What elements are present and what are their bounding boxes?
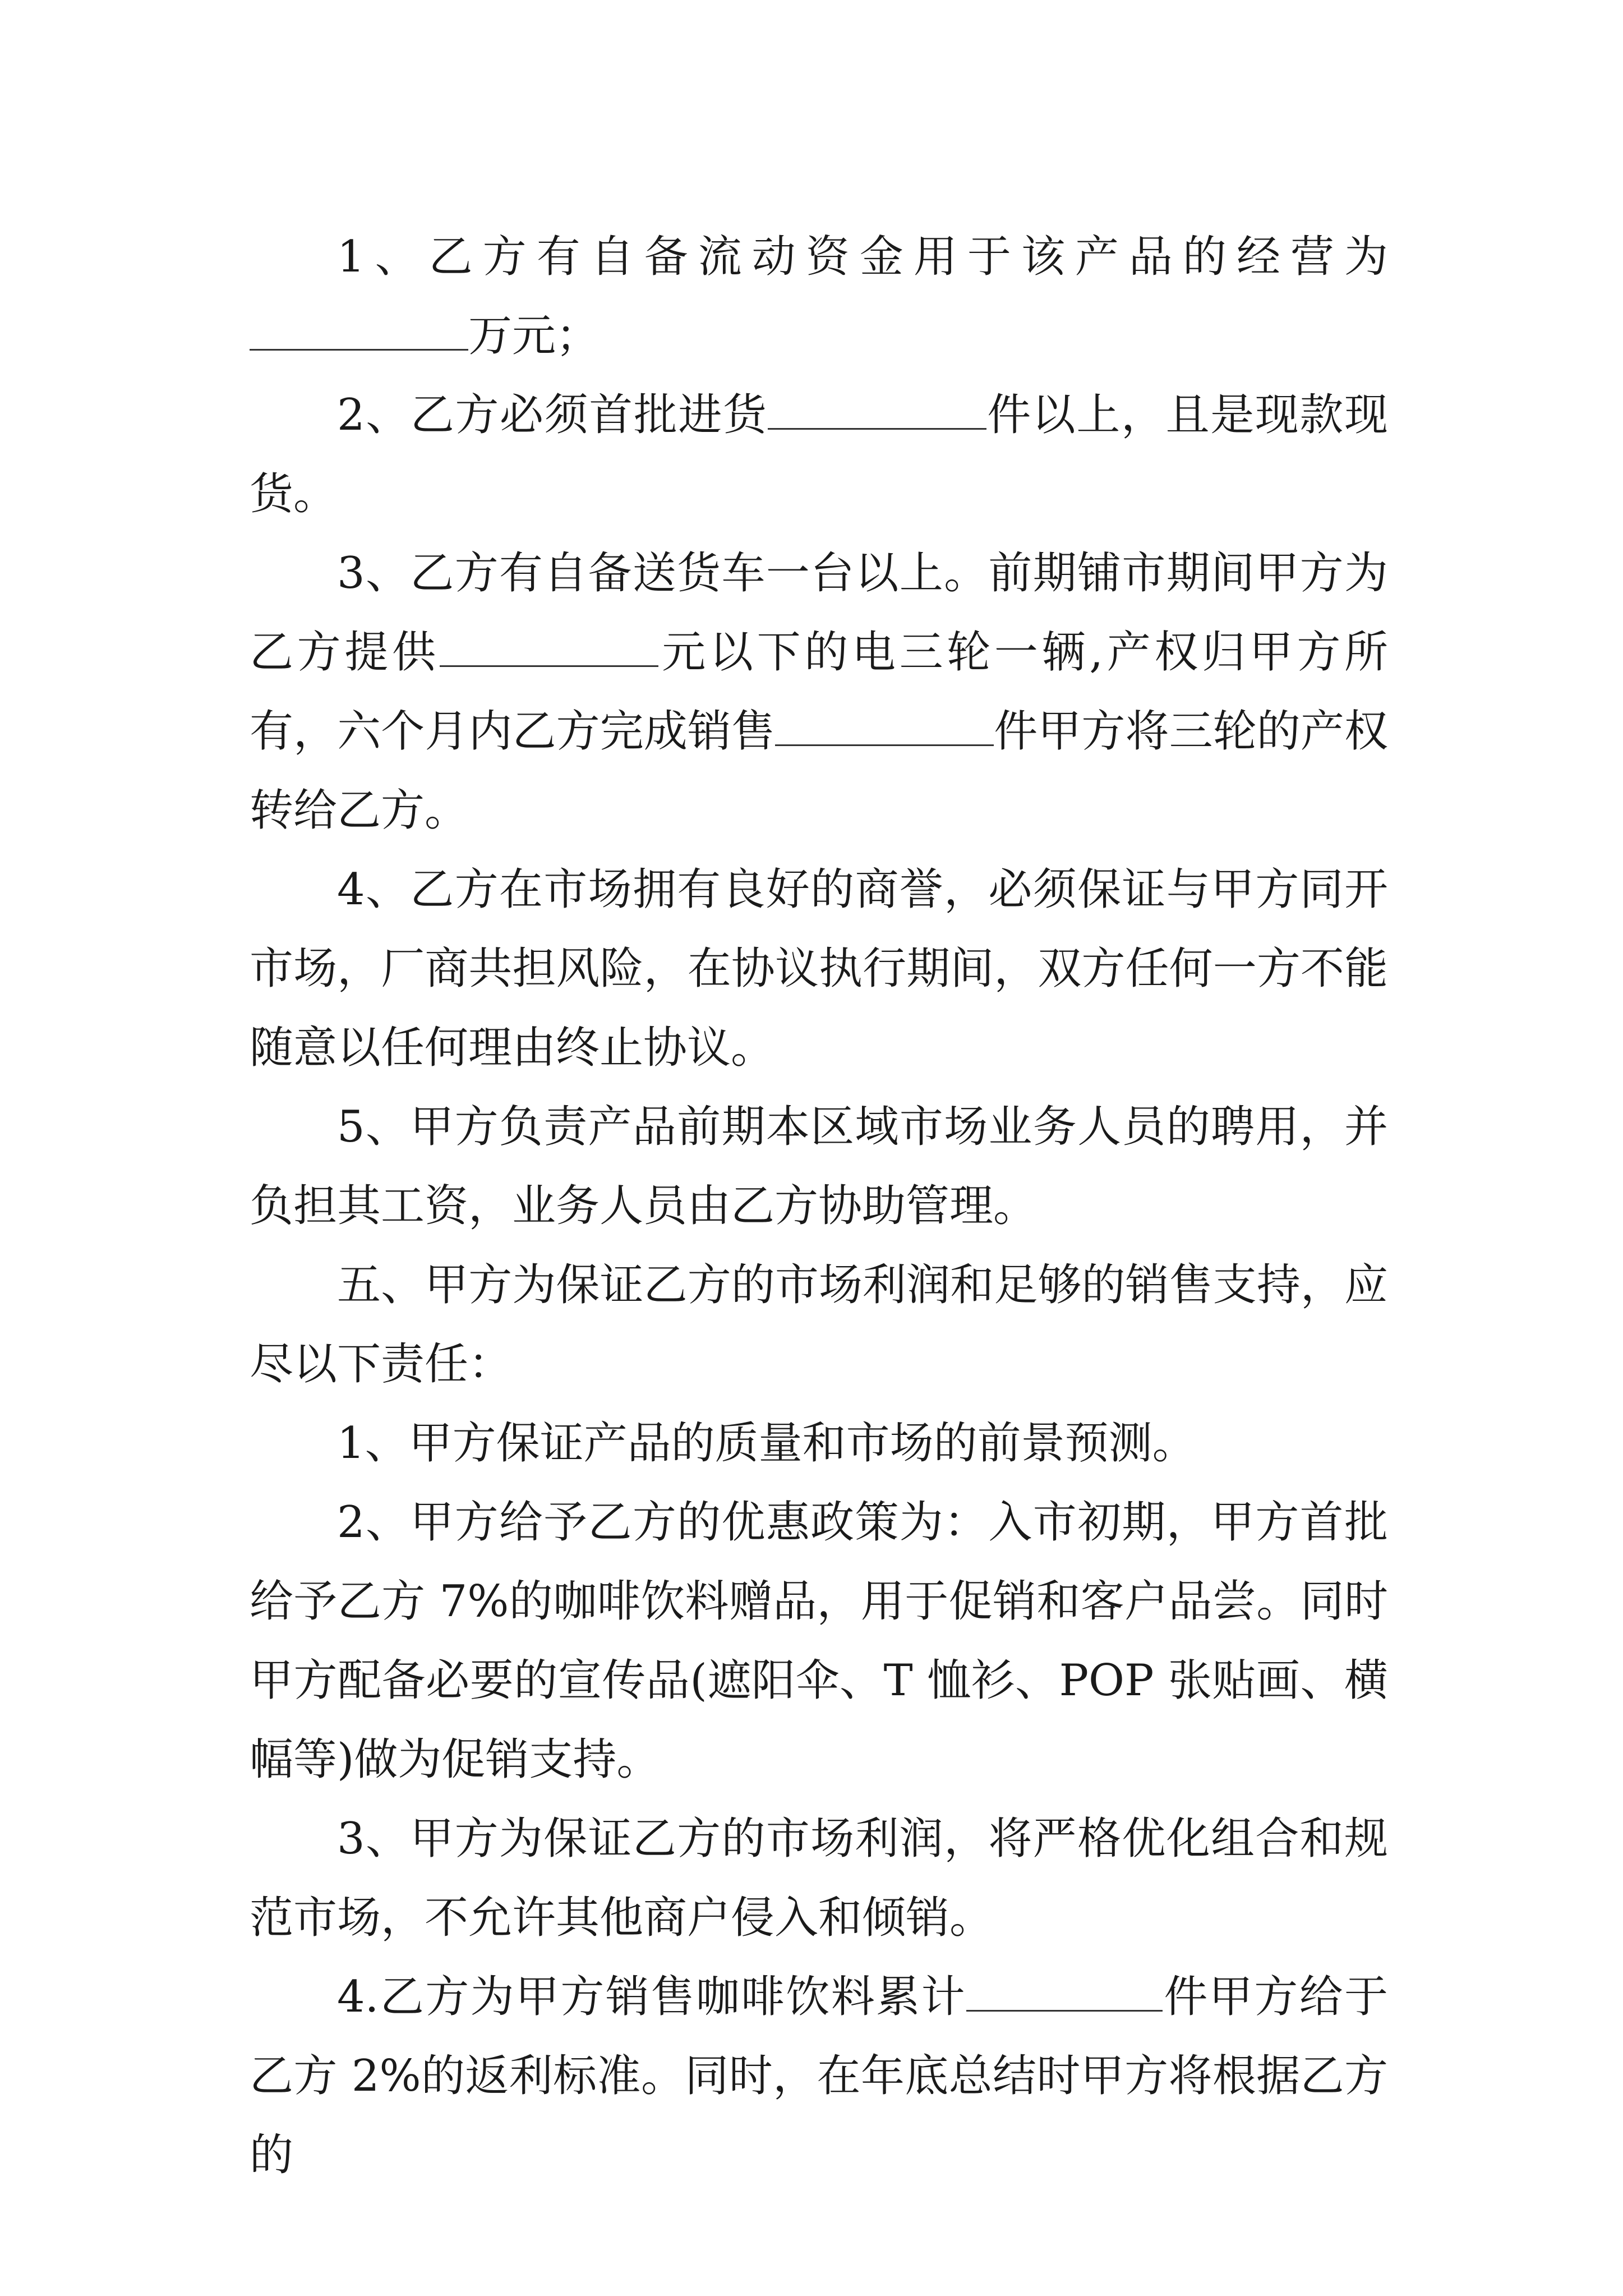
paragraph-2-text-before: 2、乙方必须首批进货 [337,390,768,440]
fill-in-blank-cumulative-sales [966,1974,1163,2012]
paragraph-3 [250,534,1388,850]
paragraph-8: 2、甲方给予乙方的优惠政策为：入市初期，甲方首批给予乙方 7%的咖啡饮料赠品，用于促销和客户品尝。同时甲方配备必要的宣传品(遮阳伞、T 恤衫、POP 张贴画、横幅等)做为促销支持。 [250,1497,1388,1785]
document-body [250,218,1388,2195]
fill-in-blank-tricycle-price [440,629,658,667]
paragraph-10-text-before: 4.乙方为甲方销售咖啡饮料累计 [337,1972,966,2022]
paragraph-5: 5、甲方负责产品前期本区域市场业务人员的聘用，并负担其工资，业务人员由乙方协助管理。 [250,1102,1388,1231]
fill-in-blank-sales-target [775,708,994,746]
paragraph-1-text-before: 1、乙方有自备流动资金用于该产品的经营为 [337,232,1388,282]
paragraph-1-text-after: 万元； [468,311,600,361]
paragraph-3-text-before: 3、乙方有自备送货车一台以上。前期铺市期间甲方为乙方提供 [250,548,1388,678]
fill-in-blank-capital [250,313,468,351]
section-heading-5: 五、甲方为保证乙方的市场利润和足够的销售支持，应尽以下责任： [250,1260,1388,1389]
fill-in-blank-first-order [768,392,986,430]
paragraph-4: 4、乙方在市场拥有良好的商誉，必须保证与甲方同开市场，厂商共担风险，在协议执行期间，双方任何一方不能随意以任何理由终止协议。 [250,864,1388,1073]
paragraph-3-text-after: 件甲方将三轮的产权转给乙方。 [250,706,1388,836]
paragraph-7: 1、甲方保证产品的质量和市场的前景预测。 [337,1418,1196,1469]
paragraph-1 [250,218,1388,376]
paragraph-9: 3、甲方为保证乙方的市场利润，将严格优化组合和规范市场，不允许其他商户侵入和倾销。 [250,1814,1388,1943]
paragraph-10 [250,1958,1388,2195]
paragraph-2-text-after: 件以上，且是现款现货。 [250,390,1388,519]
paragraph-3-text-middle: 元以下的电三轮一辆,产权归甲方所有，六个月内乙方完成销售 [250,627,1388,757]
paragraph-2 [250,376,1388,534]
paragraph-10-text-after: 件甲方给于乙方 2%的返利标准。同时，在年底总结时甲方将根据乙方的 [250,1972,1388,2180]
